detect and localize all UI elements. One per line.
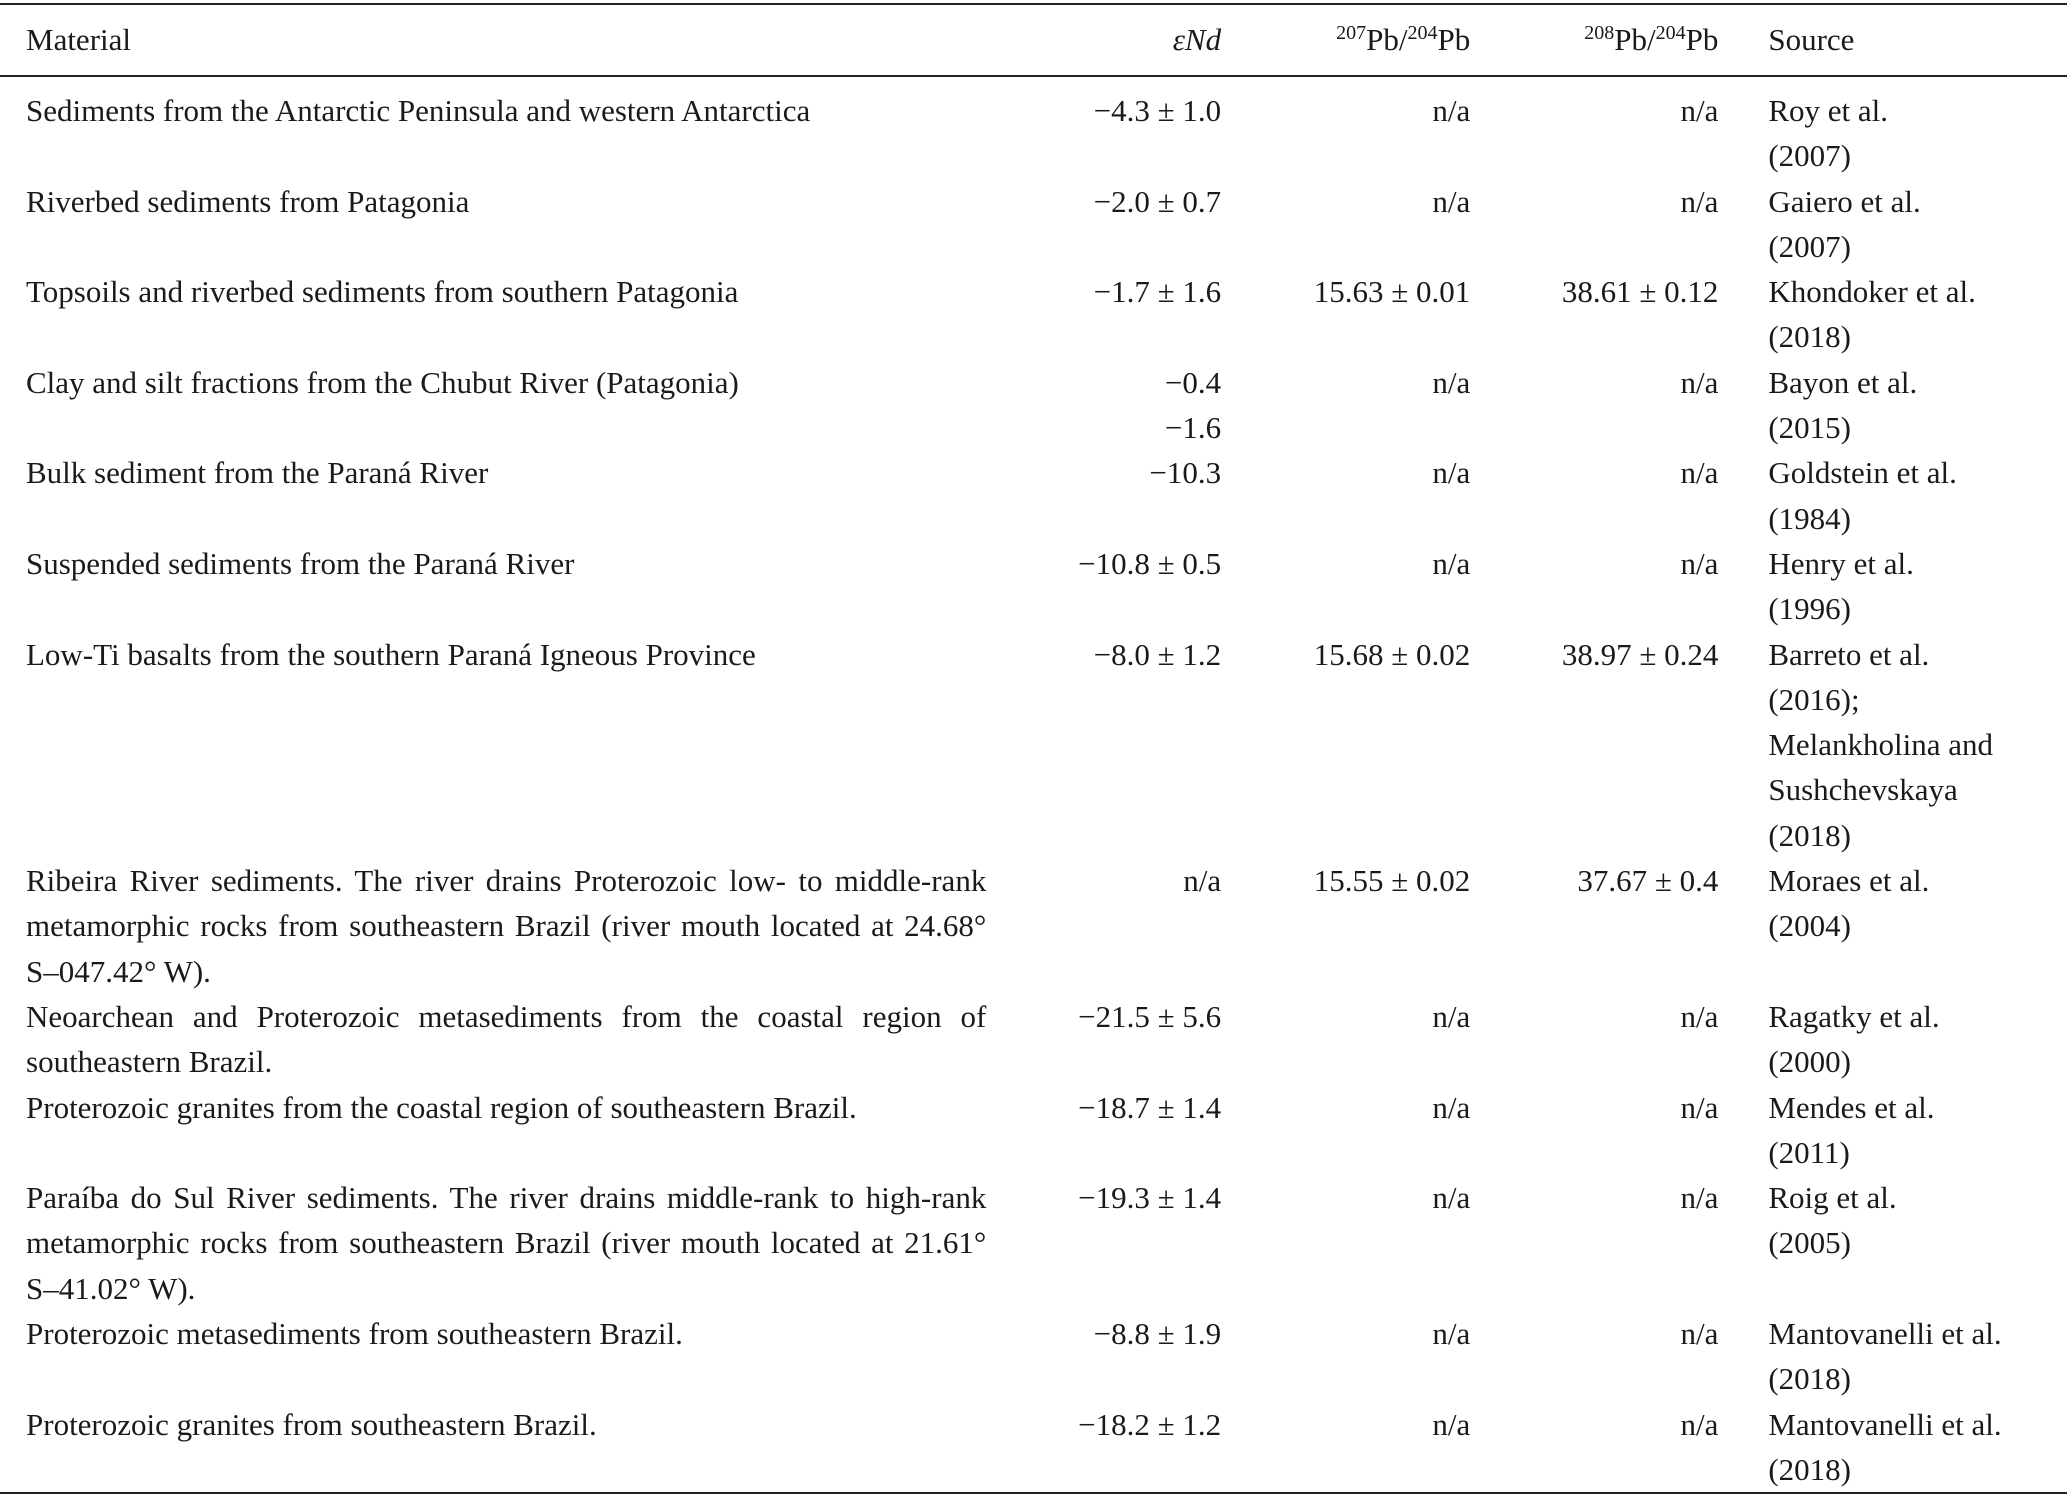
source-cell — [1718, 360, 2067, 451]
end-value: −19.3 ± 1.4 — [1078, 1180, 1222, 1216]
source-line: Gaiero et al. — [1768, 183, 1921, 219]
source-cell — [1718, 632, 2067, 858]
material-cell: Low-Ti basalts from the southern Paraná Igneous Province — [26, 636, 756, 672]
pb208-cell: 38.97 ± 0.24 — [1561, 636, 1719, 672]
end-value: −1.6 — [1164, 410, 1222, 446]
end-value: −1.7 ± 1.6 — [1093, 274, 1222, 310]
isotope-table — [0, 3, 2067, 1494]
source-line: (1996) — [1768, 591, 1852, 627]
source-cell — [1718, 1311, 2067, 1402]
pb208-cell: n/a — [1680, 1180, 1719, 1216]
header-row — [0, 4, 2067, 76]
source-cell — [1718, 541, 2067, 632]
end-cell — [986, 450, 1221, 541]
material-cell: Proterozoic granites from the coastal region of southeastern Brazil. — [26, 1089, 857, 1125]
source-cell — [1718, 1402, 2067, 1494]
source-cell — [1718, 76, 2067, 179]
material-cell: Proterozoic metasediments from southeastern Brazil. — [26, 1316, 683, 1352]
table-row — [0, 541, 2067, 632]
source-line: Bayon et al. — [1768, 364, 1918, 400]
pb208-cell: 37.67 ± 0.4 — [1577, 863, 1719, 899]
source-line: Mendes et al. — [1768, 1089, 1935, 1125]
pb207-cell: n/a — [1432, 1180, 1471, 1216]
header-pb207-sup2: 204 — [1407, 22, 1438, 44]
header-pb208-end: Pb — [1685, 22, 1719, 57]
material-cell: Ribeira River sediments. The river drains Proterozoic low- to middle-rank metamorphic rocks from southeastern Brazil (river mouth located at 24.68° S–047.42° W). — [26, 863, 987, 989]
source-line: Moraes et al. — [1768, 863, 1930, 899]
source-line: Khondoker et al. — [1768, 274, 1976, 310]
source-cell — [1718, 450, 2067, 541]
end-cell — [986, 1402, 1221, 1494]
source-line: (2000) — [1768, 1044, 1852, 1080]
material-cell: Riverbed sediments from Patagonia — [26, 183, 470, 219]
header-end — [986, 4, 1221, 76]
header-source: Source — [1768, 22, 1855, 57]
header-pb208-mid: Pb/ — [1614, 22, 1656, 57]
source-line: Melankholina and — [1768, 727, 1994, 763]
end-value: −10.3 — [1149, 455, 1222, 491]
pb207-cell: n/a — [1432, 183, 1471, 219]
end-cell — [986, 179, 1221, 270]
table-row — [0, 269, 2067, 360]
source-line: (2007) — [1768, 138, 1852, 174]
end-value: −2.0 ± 0.7 — [1093, 183, 1222, 219]
end-cell — [986, 541, 1221, 632]
pb208-cell: 38.61 ± 0.12 — [1561, 274, 1719, 310]
pb208-cell: n/a — [1680, 93, 1719, 128]
end-cell — [986, 76, 1221, 179]
header-pb208 — [1470, 4, 1718, 76]
source-line: Henry et al. — [1768, 545, 1914, 581]
header-pb207-end: Pb — [1437, 22, 1471, 57]
end-value: n/a — [1183, 863, 1222, 899]
end-value: −0.4 — [1164, 364, 1222, 400]
table-row — [0, 1175, 2067, 1311]
table-row — [0, 632, 2067, 858]
end-value: −8.0 ± 1.2 — [1093, 636, 1222, 672]
source-line: Roig et al. — [1768, 1180, 1897, 1216]
header-pb208-sup: 208 — [1584, 22, 1615, 44]
pb208-cell: n/a — [1680, 364, 1719, 400]
end-value: −18.2 ± 1.2 — [1078, 1406, 1222, 1442]
pb207-cell: n/a — [1432, 455, 1471, 491]
source-cell — [1718, 179, 2067, 270]
source-line: Sushchevskaya — [1768, 772, 1958, 808]
material-cell: Clay and silt fractions from the Chubut River (Patagonia) — [26, 364, 739, 400]
source-line: (2005) — [1768, 1225, 1852, 1261]
source-line: Mantovanelli et al. — [1768, 1316, 2002, 1352]
table-row — [0, 1311, 2067, 1402]
table-row — [0, 360, 2067, 451]
source-line: (2016); — [1768, 681, 1860, 717]
pb207-cell: n/a — [1432, 93, 1471, 128]
source-line: (2007) — [1768, 228, 1852, 264]
pb208-cell: n/a — [1680, 1316, 1719, 1352]
source-cell — [1718, 1085, 2067, 1176]
source-cell — [1718, 994, 2067, 1085]
material-cell: Paraíba do Sul River sediments. The river drains middle-rank to high-rank metamorphic rocks from southeastern Brazil (river mouth located at 21.61° S–41.02° W). — [26, 1180, 987, 1306]
end-cell — [986, 994, 1221, 1085]
end-cell — [986, 1311, 1221, 1402]
pb208-cell: n/a — [1680, 1089, 1719, 1125]
pb207-cell: 15.55 ± 0.02 — [1313, 863, 1471, 899]
table-row — [0, 450, 2067, 541]
pb208-cell: n/a — [1680, 545, 1719, 581]
source-line: (2018) — [1768, 817, 1852, 853]
source-line: Roy et al. — [1768, 93, 1889, 128]
pb207-cell: n/a — [1432, 1316, 1471, 1352]
end-value: −10.8 ± 0.5 — [1078, 545, 1222, 581]
source-line: (2004) — [1768, 908, 1852, 944]
pb208-cell: n/a — [1680, 1406, 1719, 1442]
source-line: (2018) — [1768, 1361, 1852, 1397]
source-line: (2015) — [1768, 410, 1852, 446]
header-material: Material — [26, 22, 132, 57]
table-row — [0, 179, 2067, 270]
source-line: Mantovanelli et al. — [1768, 1406, 2002, 1442]
pb207-cell: n/a — [1432, 545, 1471, 581]
material-cell: Suspended sediments from the Paraná River — [26, 545, 575, 581]
source-line: (2011) — [1768, 1134, 1850, 1170]
table-row — [0, 1085, 2067, 1176]
header-pb207 — [1221, 4, 1470, 76]
material-cell: Proterozoic granites from southeastern Brazil. — [26, 1406, 597, 1442]
material-cell: Neoarchean and Proterozoic metasediments from the coastal region of southeastern Brazil. — [26, 998, 987, 1080]
source-line: (2018) — [1768, 319, 1852, 355]
end-cell — [986, 269, 1221, 360]
pb208-cell: n/a — [1680, 998, 1719, 1034]
end-cell — [986, 1085, 1221, 1176]
header-end-label: εNd — [1172, 22, 1222, 57]
source-line: Ragatky et al. — [1768, 998, 1940, 1034]
table-row — [0, 76, 2067, 179]
table-row — [0, 858, 2067, 994]
end-value: −8.8 ± 1.9 — [1093, 1316, 1222, 1352]
end-cell — [986, 632, 1221, 858]
source-cell — [1718, 269, 2067, 360]
source-line: (1984) — [1768, 500, 1852, 536]
header-pb207-sup: 207 — [1336, 22, 1367, 44]
source-cell — [1718, 1175, 2067, 1311]
pb208-cell: n/a — [1680, 455, 1719, 491]
source-line: Barreto et al. — [1768, 636, 1930, 672]
material-cell: Bulk sediment from the Paraná River — [26, 455, 489, 491]
end-value: −21.5 ± 5.6 — [1078, 998, 1222, 1034]
header-pb208-sup2: 204 — [1655, 22, 1686, 44]
source-cell — [1718, 858, 2067, 994]
pb207-cell: n/a — [1432, 1089, 1471, 1125]
source-line: Goldstein et al. — [1768, 455, 1957, 491]
pb207-cell: n/a — [1432, 998, 1471, 1034]
table-row — [0, 1402, 2067, 1494]
end-cell — [986, 1175, 1221, 1311]
header-pb207-mid: Pb/ — [1366, 22, 1408, 57]
pb207-cell: n/a — [1432, 1406, 1471, 1442]
pb207-cell: 15.63 ± 0.01 — [1313, 274, 1471, 310]
end-value: −4.3 ± 1.0 — [1093, 93, 1222, 128]
pb207-cell: n/a — [1432, 364, 1471, 400]
pb208-cell: n/a — [1680, 183, 1719, 219]
material-cell: Sediments from the Antarctic Peninsula and western Antarctica — [26, 93, 811, 128]
pb207-cell: 15.68 ± 0.02 — [1313, 636, 1471, 672]
end-cell — [986, 360, 1221, 451]
table-row — [0, 994, 2067, 1085]
end-value: −18.7 ± 1.4 — [1078, 1089, 1222, 1125]
material-cell: Topsoils and riverbed sediments from southern Patagonia — [26, 274, 739, 310]
end-cell — [986, 858, 1221, 994]
source-line: (2018) — [1768, 1451, 1852, 1487]
